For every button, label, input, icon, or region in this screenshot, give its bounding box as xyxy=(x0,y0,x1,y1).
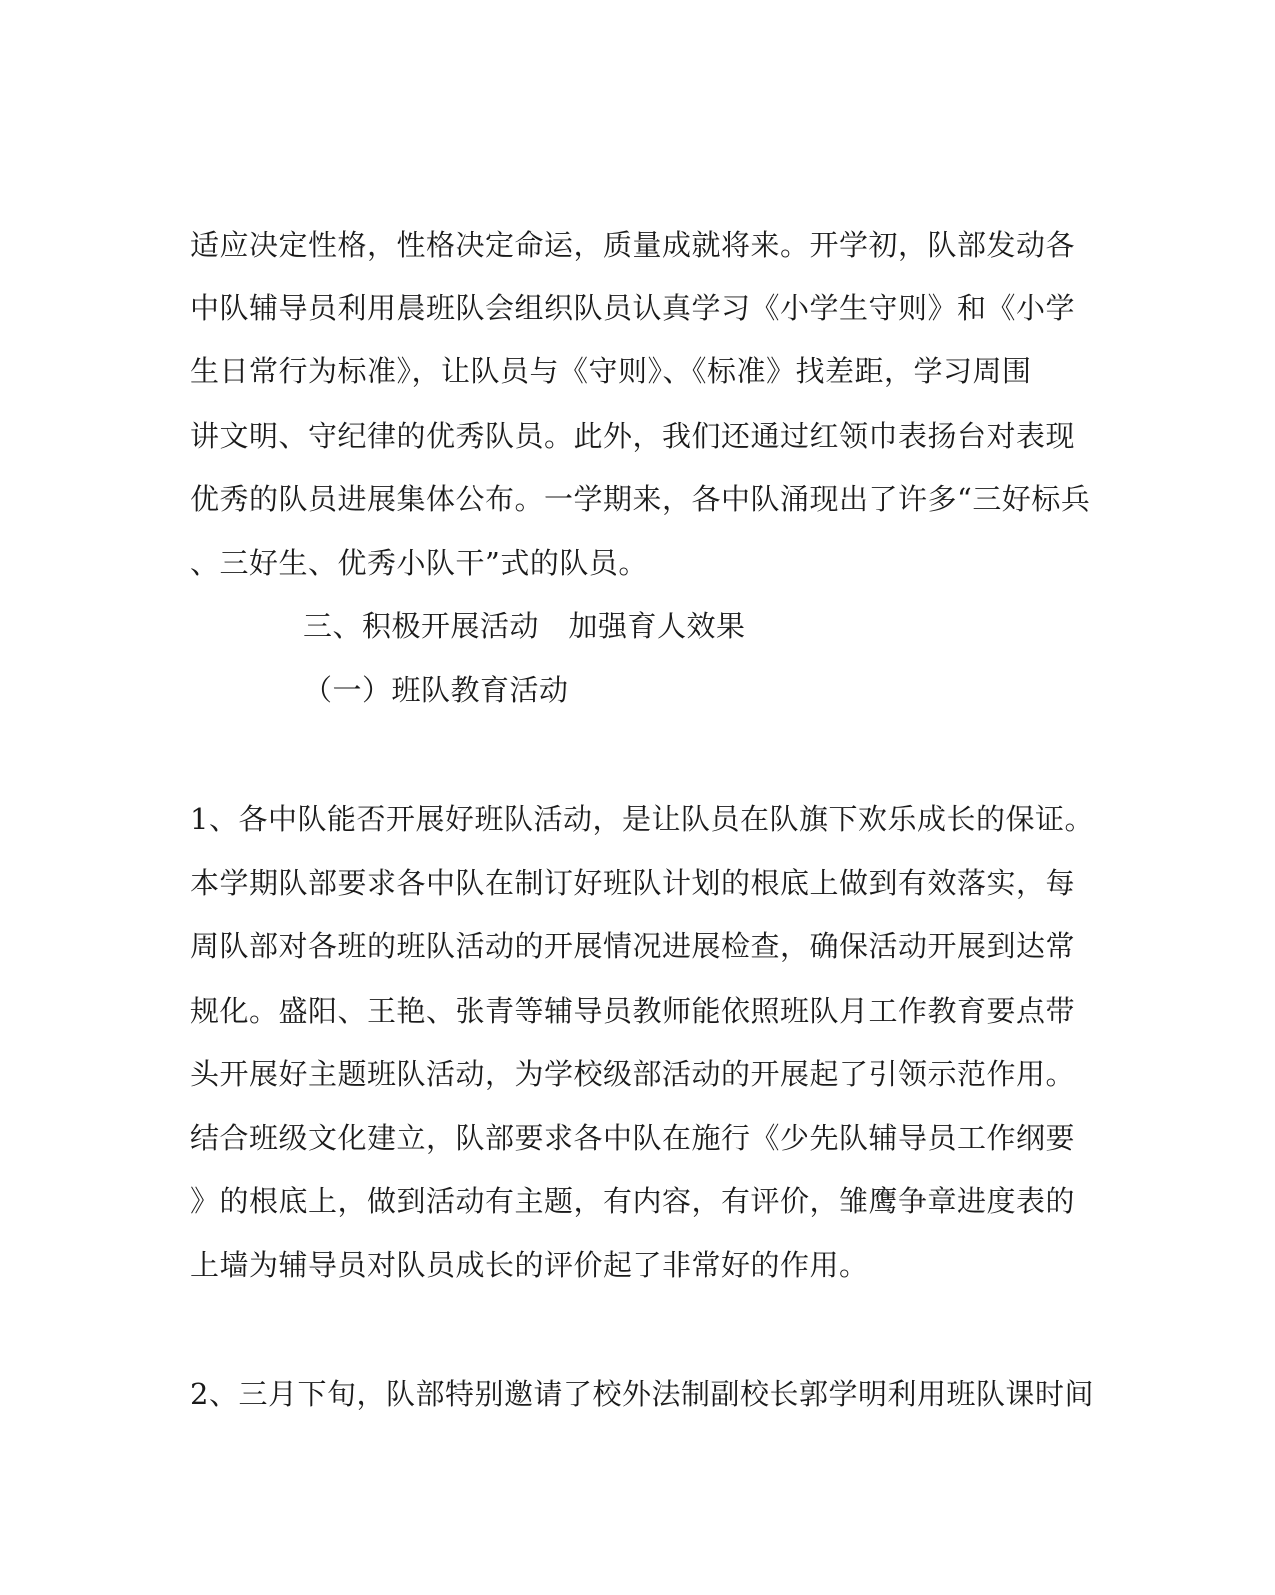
text-line: 生日常行为标准》，让队员与《守则》、《标准》找差距，学习周围 xyxy=(190,354,1032,388)
text-line: 1、各中队能否开展好班队活动，是让队员在队旗下欢乐成长的保证。 xyxy=(190,802,1094,836)
text-line: 、三好生、优秀小队干”式的队员。 xyxy=(190,546,648,580)
text-line: 上墙为辅导员对队员成长的评价起了非常好的作用。 xyxy=(190,1248,869,1282)
text-line: 优秀的队员进展集体公布。一学期来，各中队涌现出了许多“三好标兵 xyxy=(190,482,1091,516)
section-heading: 三、积极开展活动 加强育人效果 xyxy=(303,609,746,643)
text-line: 结合班级文化建立，队部要求各中队在施行《少先队辅导员工作纲要 xyxy=(190,1121,1076,1155)
text-line: 周队部对各班的班队活动的开展情况进展检查，确保活动开展到达常 xyxy=(190,929,1076,963)
subsection-heading: （一）班队教育活动 xyxy=(303,673,569,707)
text-line: 中队辅导员利用晨班队会组织队员认真学习《小学生守则》和《小学 xyxy=(190,291,1076,325)
text-line: 本学期队部要求各中队在制订好班队计划的根底上做到有效落实，每 xyxy=(190,866,1076,900)
text-line: 讲文明、守纪律的优秀队员。此外，我们还通过红领巾表扬台对表现 xyxy=(190,419,1076,453)
text-line: 2、三月下旬，队部特别邀请了校外法制副校长郭学明利用班队课时间 xyxy=(190,1377,1094,1411)
text-line: 》的根底上，做到活动有主题，有内容，有评价，雏鹰争章进度表的 xyxy=(190,1184,1076,1218)
text-line: 规化。盛阳、王艳、张青等辅导员教师能依照班队月工作教育要点带 xyxy=(190,994,1076,1028)
text-line: 头开展好主题班队活动，为学校级部活动的开展起了引领示范作用。 xyxy=(190,1057,1076,1091)
text-line: 适应决定性格，性格决定命运，质量成就将来。开学初，队部发动各 xyxy=(190,228,1076,262)
